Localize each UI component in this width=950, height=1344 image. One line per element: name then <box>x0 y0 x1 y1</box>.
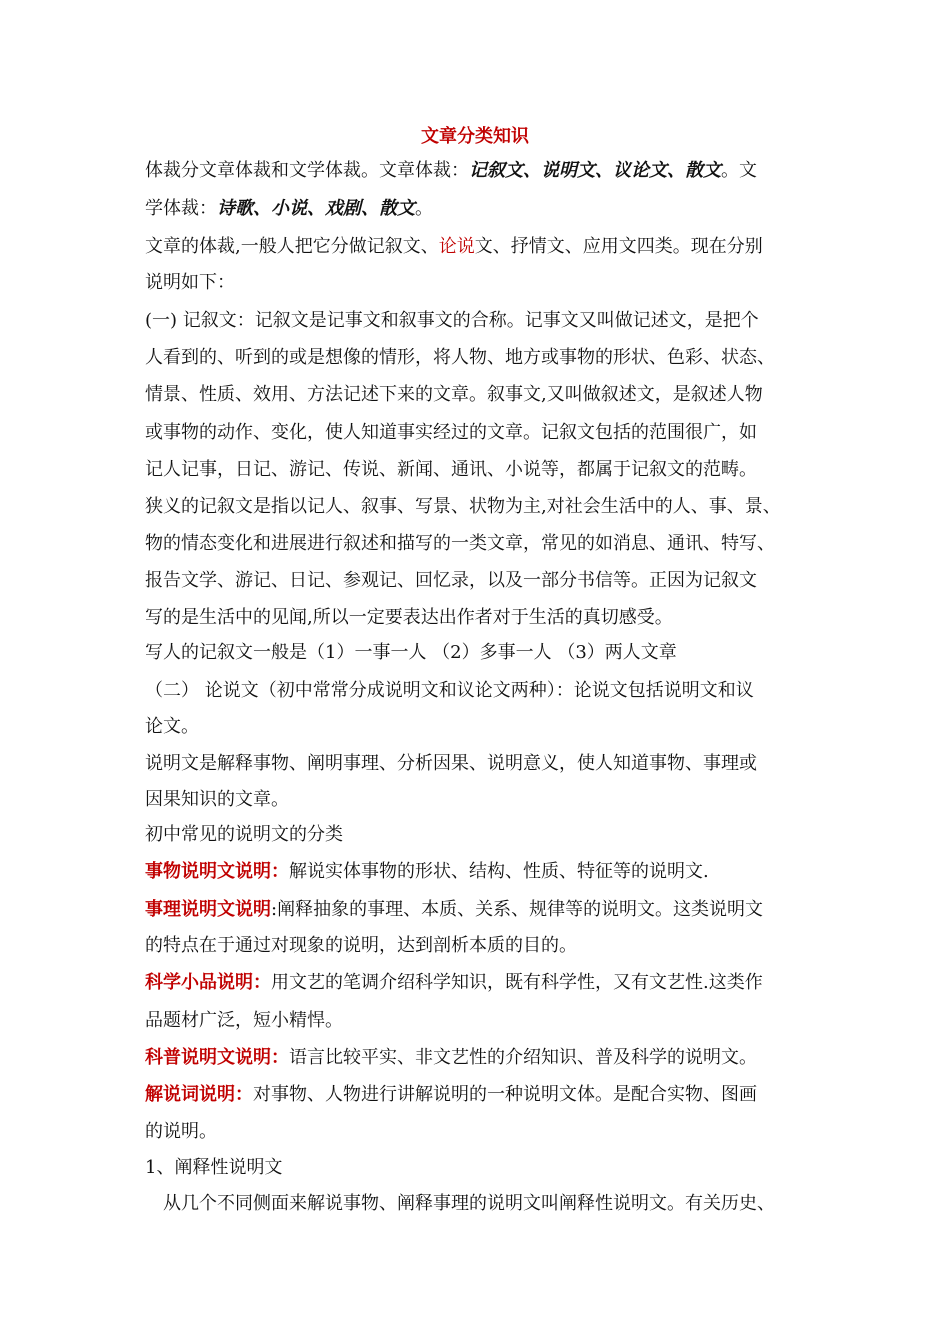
genre-intro-line-1 <box>145 158 757 184</box>
type-text: 对事物、人物进行讲解说明的一种说明文体。是配合实物、图画 <box>253 1084 757 1105</box>
type-label: 科学小品说明： <box>145 972 271 993</box>
type-label: 解说词说明： <box>145 1084 253 1105</box>
narrative-line: 记人记事，日记、游记、传说、新闻、通讯、小说等，都属于记叙文的范畴。 <box>145 459 757 480</box>
expository-types-heading: 初中常见的说明文的分类 <box>145 824 343 845</box>
type-object-expository <box>145 859 709 885</box>
narrative-line: 或事物的动作、变化，使人知道事实经过的文章。记叙文包括的范围很广，如 <box>145 422 757 443</box>
narrative-line: 人看到的、听到的或是想像的情形，将人物、地方或事物的形状、色彩、状态、 <box>145 347 775 368</box>
expository-definition-line: 说明文是解释事物、阐明事理、分析因果、说明意义，使人知道事物、事理或 <box>145 753 757 774</box>
document-title: 文章分类知识 <box>421 126 529 147</box>
type-science-essay <box>145 970 763 996</box>
argumentative-line: 论文。 <box>145 716 199 737</box>
type-popular-science <box>145 1045 757 1071</box>
type-label: 事物说明文说明： <box>145 861 289 882</box>
type-label: 事理说明文说明 <box>145 899 271 920</box>
argumentative-line: （二） 论说文（初中常常分成说明文和议论文两种）：论说文包括说明文和议 <box>145 680 754 701</box>
type-reason-expository <box>145 897 763 923</box>
period: 。 <box>415 198 433 219</box>
section-body-line: 从几个不同侧面来解说事物、阐释事理的说明文叫阐释性说明文。有关历史、 <box>163 1193 775 1214</box>
literary-genres-list: 诗歌、小说、戏剧、散文 <box>217 198 415 219</box>
genre-classification-line-2: 说明如下： <box>145 272 235 293</box>
type-science-essay-cont: 品题材广泛，短小精悍。 <box>145 1010 343 1031</box>
highlighted-term: 论说 <box>438 236 475 257</box>
narrative-line: 物的情态变化和进展进行叙述和描写的一类文章，常见的如消息、通讯、特写、 <box>145 533 775 554</box>
narrative-line: 情景、性质、效用、方法记述下来的文章。叙事文,又叫做叙述文，是叙述人物 <box>145 384 763 405</box>
section-heading: 1、阐释性说明文 <box>145 1157 283 1178</box>
type-text: 语言比较平实、非文艺性的介绍知识、普及科学的说明文。 <box>289 1047 757 1068</box>
type-text: 用文艺的笔调介绍科学知识，既有科学性，又有文艺性.这类作 <box>271 972 763 993</box>
narrative-line: 狭义的记叙文是指以记人、叙事、写景、状物为主,对社会生活中的人、事、景、 <box>145 496 781 517</box>
article-genres-list: 记叙文、说明文、议论文、散文 <box>469 160 721 181</box>
narrative-line: 写的是生活中的见闻,所以一定要表达出作者对于生活的真切感受。 <box>145 607 673 628</box>
narrative-line: (一) 记叙文：记叙文是记事文和叙事文的合称。记事文又叫做记述文，是把个 <box>145 310 759 331</box>
type-text: 解说实体事物的形状、结构、性质、特征等的说明文. <box>289 861 709 882</box>
genre-intro-line-2 <box>145 196 433 222</box>
narrative-line: 报告文学、游记、日记、参观记、回忆录，以及一部分书信等。正因为记叙文 <box>145 570 757 591</box>
type-label: 科普说明文说明： <box>145 1047 289 1068</box>
genre-intro-text-end: 。文 <box>721 160 757 181</box>
classification-text: 文章的体裁,一般人把它分做记叙文、 <box>145 236 439 257</box>
type-reason-expository-cont: 的特点在于通过对现象的说明，达到剖析本质的目的。 <box>145 935 577 956</box>
type-commentary <box>145 1082 757 1108</box>
type-commentary-cont: 的说明。 <box>145 1121 217 1142</box>
classification-text-end: 文、抒情文、应用文四类。现在分别 <box>474 236 763 257</box>
expository-definition-line: 因果知识的文章。 <box>145 789 289 810</box>
genre-classification-line-1 <box>145 234 763 260</box>
genre-intro-text: 体裁分文章体裁和文学体裁。文章体裁： <box>145 160 469 181</box>
people-narrative-types: 写人的记叙文一般是（1）一事一人 （2）多事一人 （3）两人文章 <box>145 642 677 663</box>
literary-genre-label: 学体裁： <box>145 198 217 219</box>
type-text: :阐释抽象的事理、本质、关系、规律等的说明文。这类说明文 <box>271 899 764 920</box>
